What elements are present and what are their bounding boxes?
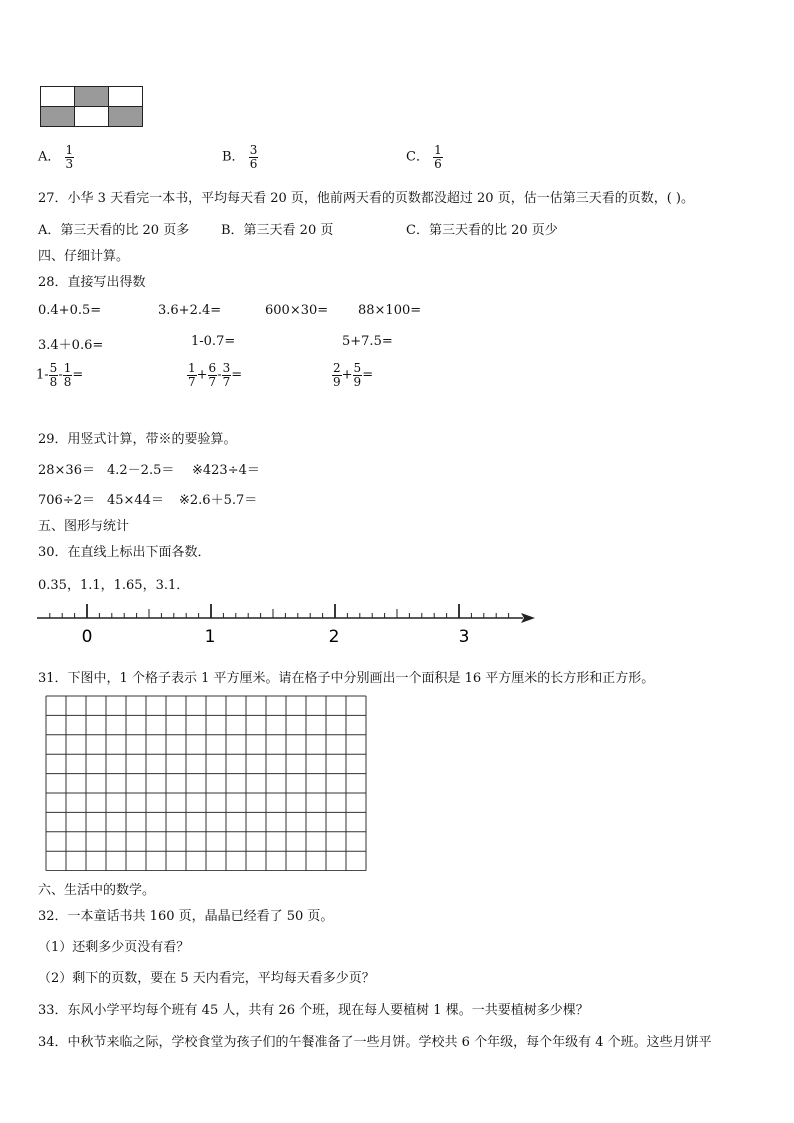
shaded-cell (75, 87, 109, 107)
option-fraction: $\frac{1}{6}$ (434, 143, 442, 171)
fraction-shaded-grid (40, 86, 143, 127)
q28-fraction-item (36, 362, 83, 388)
q32-title: 32．一本童话书共 160 页，晶晶已经看了 50 页。 (38, 909, 334, 924)
number-line-arrow (521, 613, 535, 623)
operator: - (58, 367, 63, 383)
q28-item: 5+7.5= (342, 334, 393, 349)
blank-cell (75, 107, 109, 127)
operator: + (196, 367, 208, 383)
number-line-ticks (50, 604, 509, 618)
q29-item: 706÷2＝ (38, 493, 95, 508)
q28-item: 600×30= (265, 303, 329, 318)
axis-label-2: 2 (328, 627, 340, 647)
q29-item: 4.2－2.5＝ (107, 463, 175, 478)
q33-title: 33．东风小学平均每个班有 45 人，共有 26 个班，现在每人要植树 1 棵。一共要植树多少棵？ (38, 1003, 589, 1018)
q26-option-c[interactable] (406, 144, 443, 170)
fraction: $\frac{3}{7}$ (222, 361, 231, 389)
q28-item: 1-0.7= (191, 334, 236, 349)
section-heading-4: 四、仔细计算。 (38, 249, 130, 264)
q32-sub1: （1）还剩多少页没有看？ (38, 940, 190, 955)
q29-title: 29．用竖式计算，带※的要验算。 (38, 432, 237, 447)
axis-label-3: 3 (458, 627, 470, 647)
fraction: $\frac{5}{9}$ (353, 361, 362, 389)
equals-sign: = (72, 367, 84, 383)
fraction: $\frac{6}{7}$ (208, 361, 217, 389)
option-letter: A． (38, 149, 61, 165)
option-fraction: $\frac{3}{6}$ (249, 143, 258, 171)
axis-label-0: 0 (81, 627, 93, 647)
q27-option-a[interactable]: A．第三天看的比 20 页多 (38, 223, 190, 238)
number-line[interactable] (35, 598, 545, 648)
section-heading-5: 五、图形与统计 (38, 519, 130, 534)
q30-title: 30．在直线上标出下面各数． (38, 545, 211, 560)
expr-text: 1- (36, 367, 49, 383)
shaded-cell (109, 107, 143, 127)
q30-numbers: 0.35，1.1，1.65，3.1． (38, 578, 190, 593)
q28-item: 0.4+0.5= (38, 303, 102, 318)
q29-item: ※2.6＋5.7＝ (179, 493, 258, 508)
q29-item: 45×44＝ (107, 493, 164, 508)
equals-sign: = (362, 367, 374, 383)
fraction: $\frac{2}{9}$ (333, 361, 341, 389)
blank-cell (109, 87, 143, 107)
q28-fraction-item (187, 362, 242, 388)
q32-sub2: （2）剩下的页数，要在 5 天内看完，平均每天看多少页？ (38, 971, 375, 986)
section-heading-6: 六、生活中的数学。 (38, 883, 156, 898)
q28-item: 88×100= (358, 303, 422, 318)
option-fraction: $\frac{1}{3}$ (65, 143, 74, 171)
q34-title: 34．中秋节来临之际，学校食堂为孩子们的午餐准备了一些月饼。学校共 6 个年级，每个年级有 4 个班。这些月饼平 (38, 1035, 712, 1050)
square-grid[interactable] (45, 695, 371, 871)
option-letter: C． (406, 149, 429, 165)
q27-option-c[interactable]: C．第三天看的比 20 页少 (406, 223, 558, 238)
fraction: $\frac{1}{7}$ (188, 361, 196, 389)
operator: - (217, 367, 222, 383)
q28-item: 3.6+2.4= (158, 303, 222, 318)
q28-title: 28．直接写出得数 (38, 275, 146, 290)
q29-item: 28×36＝ (38, 463, 95, 478)
q27-question: 27．小华 3 天看完一本书，平均每天看 20 页，他前两天看的页数都没超过 20 页，估一估第三天看的页数，( )。 (38, 191, 694, 206)
blank-cell (41, 87, 75, 107)
q26-option-b[interactable] (222, 144, 258, 170)
fraction: $\frac{1}{8}$ (63, 361, 72, 389)
axis-label-1: 1 (204, 627, 216, 647)
q28-item: 3.4＋0.6= (38, 338, 104, 353)
operator: + (341, 367, 353, 383)
shaded-cell (41, 107, 75, 127)
q31-title: 31．下图中，1 个格子表示 1 平方厘米。请在格子中分别画出一个面积是 16 平方厘米的长方形和正方形。 (38, 671, 655, 686)
option-letter: B． (222, 149, 245, 165)
q26-option-a[interactable] (38, 144, 74, 170)
q28-fraction-item (332, 362, 373, 388)
equals-sign: = (231, 367, 243, 383)
q29-item: ※423÷4＝ (192, 463, 260, 478)
q27-option-b[interactable]: B．第三天看 20 页 (221, 223, 334, 238)
fraction: $\frac{5}{8}$ (49, 361, 58, 389)
